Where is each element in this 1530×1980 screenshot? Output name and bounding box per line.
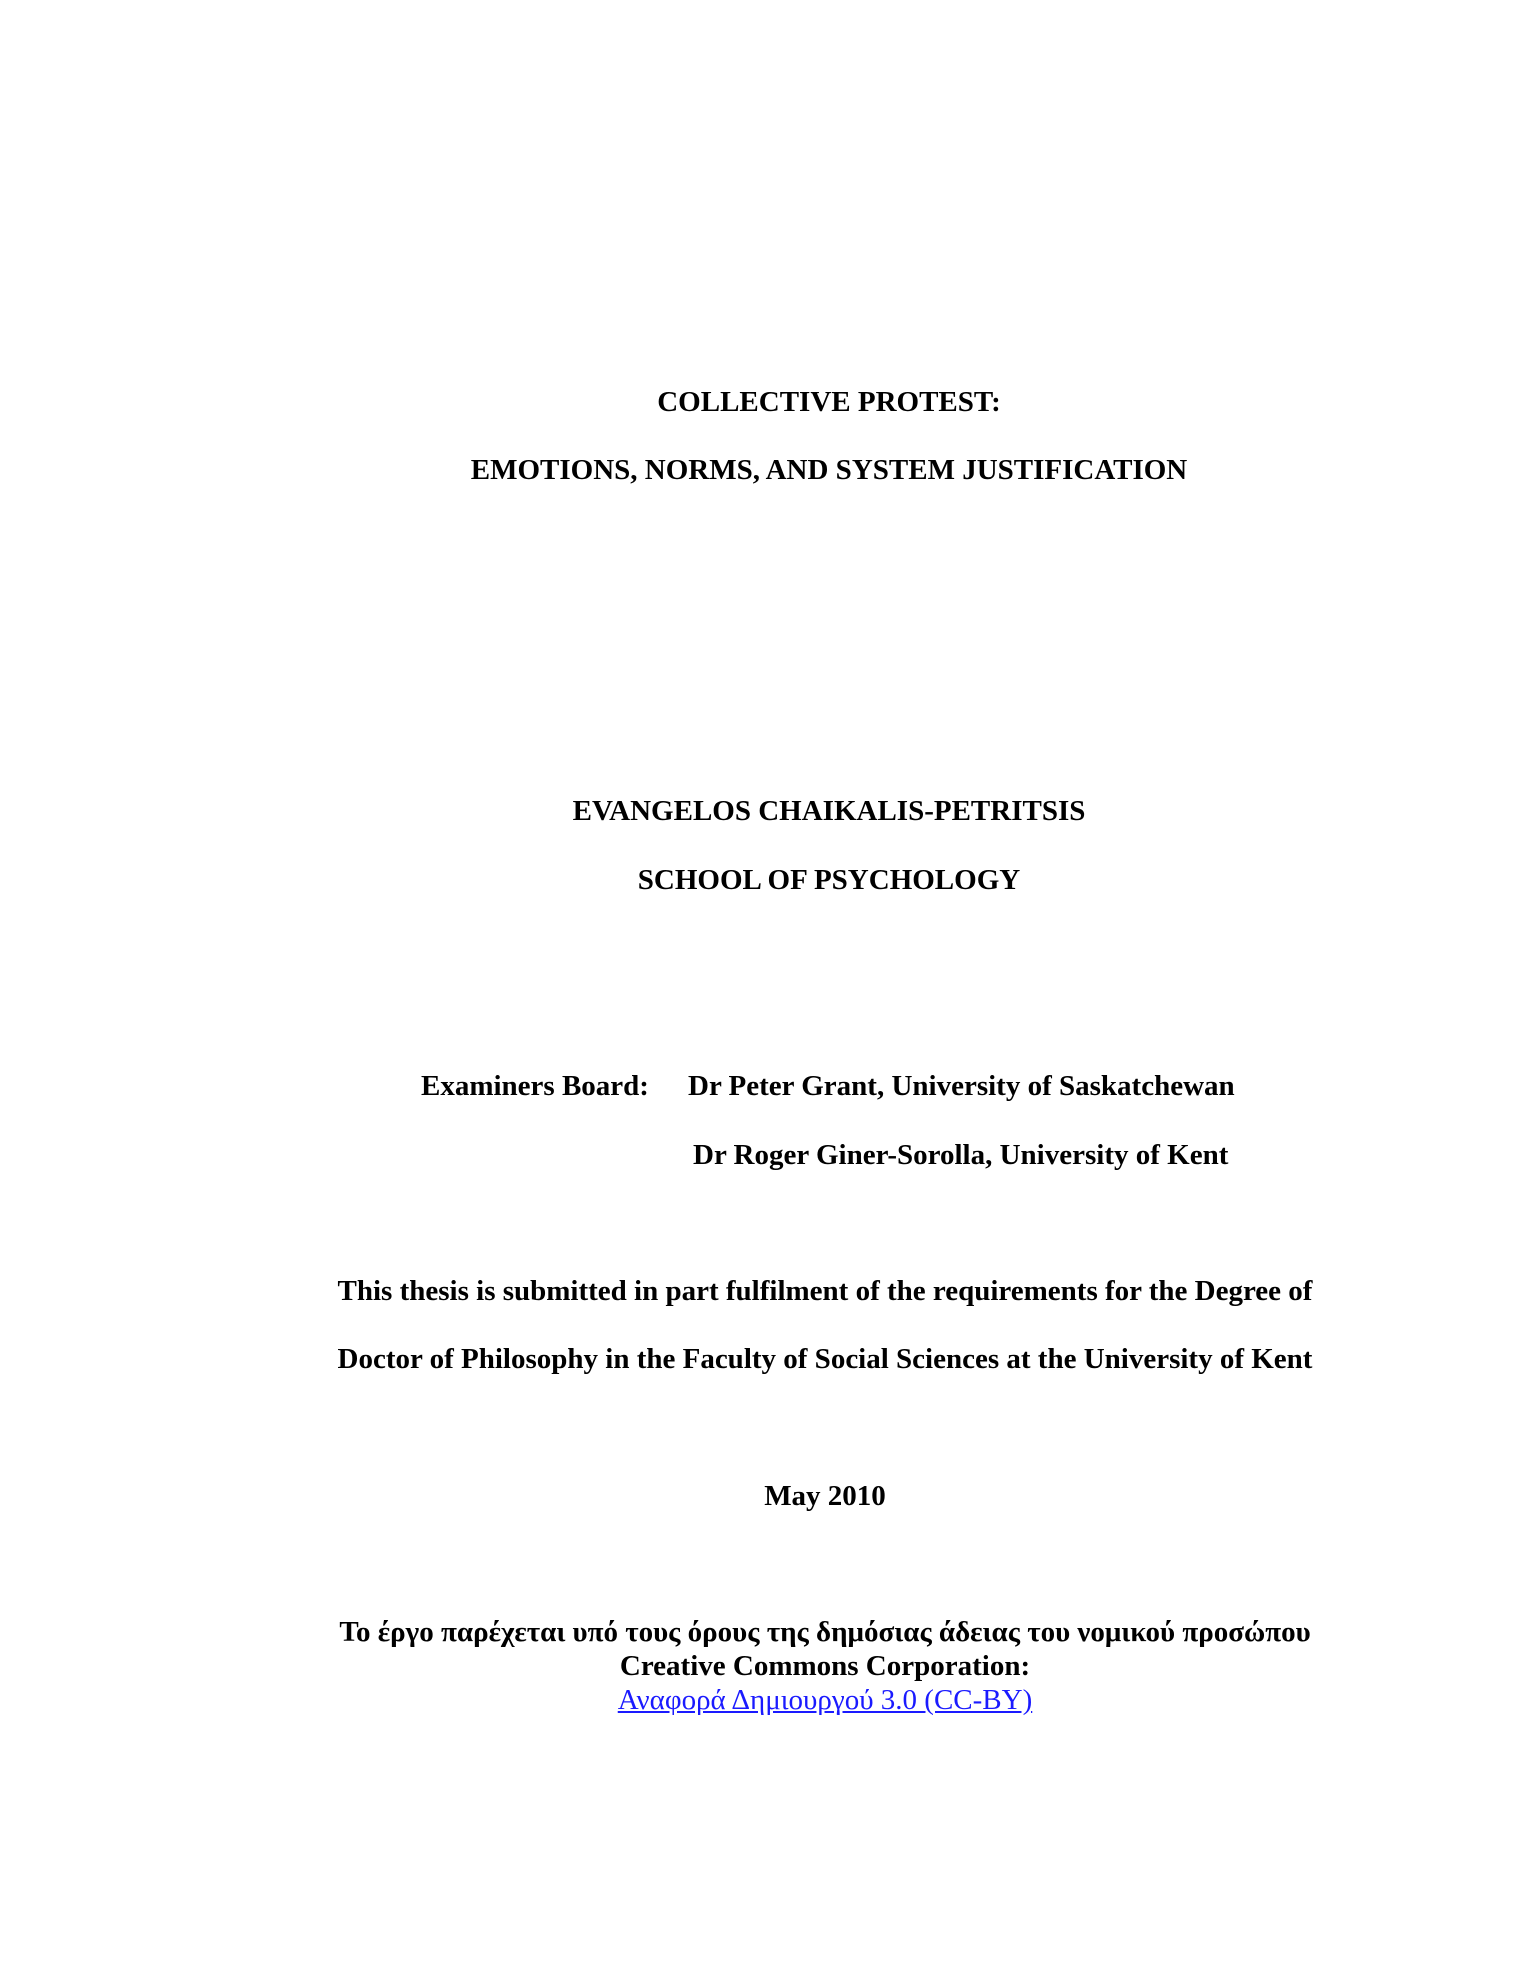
license-statement: Το έργο παρέχεται υπό τους όρους της δημόσιας άδειας του νομικού προσώπου bbox=[339, 1616, 1311, 1648]
submission-date: May 2010 bbox=[764, 1480, 886, 1512]
author-name: EVANGELOS CHAIKALIS-PETRITSIS bbox=[572, 795, 1086, 827]
submission-statement-line-2: Doctor of Philosophy in the Faculty of Social Sciences at the University of Kent bbox=[337, 1343, 1313, 1375]
license-link-container bbox=[60, 1683, 1530, 1717]
examiner-1: Dr Peter Grant, University of Saskatchewan bbox=[688, 1070, 1235, 1102]
license-organization: Creative Commons Corporation: bbox=[619, 1650, 1031, 1682]
license-link[interactable]: Αναφορά Δημιουργού 3.0 (CC-BY) bbox=[617, 1684, 1033, 1716]
examiner-2: Dr Roger Giner-Sorolla, University of Kent bbox=[693, 1139, 1229, 1171]
examiners-board-label: Examiners Board: bbox=[421, 1070, 649, 1102]
submission-statement-line-1: This thesis is submitted in part fulfilment of the requirements for the Degree of bbox=[337, 1275, 1313, 1307]
thesis-title-line-1: COLLECTIVE PROTEST: bbox=[657, 386, 1001, 418]
thesis-title-line-2: EMOTIONS, NORMS, AND SYSTEM JUSTIFICATION bbox=[470, 454, 1188, 486]
school-name: SCHOOL OF PSYCHOLOGY bbox=[637, 864, 1021, 896]
